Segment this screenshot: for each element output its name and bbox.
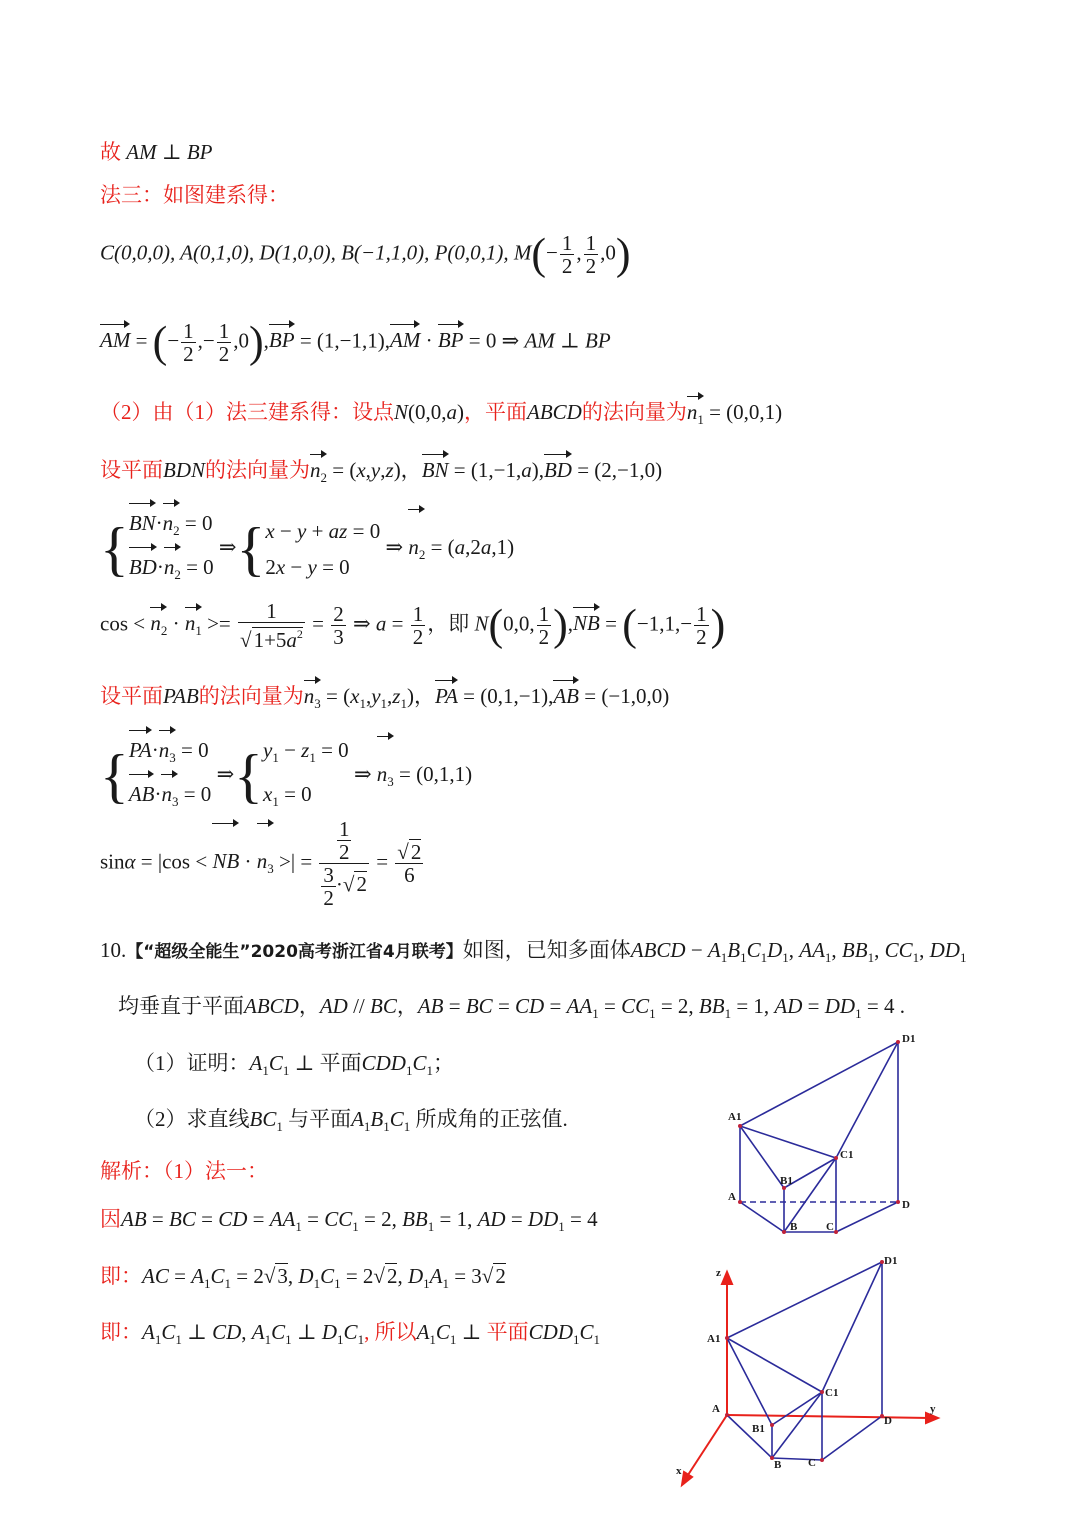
fig2-label-z: z — [716, 1267, 721, 1279]
text-perp-to-plane: 均垂直于平面 — [118, 994, 244, 1018]
fig1-label-d: D — [902, 1199, 910, 1211]
line-plane-pab: 设平面PAB的法向量为$n_3 = (x_1,y_1,z_1)$，PA = (0,1,−1),AB = (−1,0,0) — [100, 682, 669, 718]
text-sine-angle: 所成角的正弦值. — [415, 1107, 568, 1131]
fig2-label-b1: B1 — [752, 1423, 765, 1435]
text-because: 因 — [100, 1207, 121, 1231]
fig2-label-x: x — [676, 1465, 682, 1477]
line-vector-dot: AM = (− $\frac{1}{2}$ ,− $\frac{1}{2}$ ,0),BP = (1,−1,1),AM · BP = 0 ⇒ AM ⊥ BP — [100, 317, 611, 367]
text-part2: （2）求直线 — [134, 1107, 250, 1131]
text-normal: 的法向量为 — [581, 400, 687, 424]
line-coordinates: C(0,0,0), A(0,1,0), D(1,0,0), B(−1,1,0), P(0,0,1), M(− $\frac{1}{2}$ , $\frac{1}{2}$ ,0) — [100, 229, 631, 279]
question-10-part1: （1）证明：$A_1C_1$ ⊥ 平面$CDD_1C_1$； — [134, 1051, 454, 1078]
fig2-label-c: C — [808, 1457, 816, 1469]
system-bdn: { $BN\cdot n_2 = 0$ $BD\cdot n_2 = 0$ ⇒{ x − y + az = 0 2x − y = 0 ⇒ $n_2 = (a,2a,1)$ — [100, 505, 514, 593]
fig2-label-d1: D1 — [884, 1255, 898, 1267]
fig1-label-c1: C1 — [840, 1149, 854, 1161]
fig2-label-b: B — [774, 1459, 782, 1471]
text-set-plane-2: 设平面 — [100, 684, 163, 708]
solution-header: 解析：（1）法一： — [100, 1159, 268, 1183]
fig2-label-a1: A1 — [707, 1333, 721, 1345]
question-source: 【“超级全能生”2020高考浙江省4月联考】 — [126, 942, 463, 962]
fig1-label-c: C — [826, 1221, 834, 1233]
solution-line-3: 即：$A_1C_1$ ⊥ CD, $A_1C_1$ ⊥ $D_1C_1$, 所以$A_1C_1$ ⊥ 平面$CDD_1C_1$ — [100, 1320, 601, 1347]
fig2-label-c1: C1 — [825, 1387, 839, 1399]
fig1-label-b1: B1 — [780, 1175, 793, 1187]
fig2-label-a: A — [712, 1403, 720, 1415]
line-plane-bdn: 设平面BDN的法向量为$n_2 = (x,y,z)$，BN = (1,−1,a),BD = (2,−1,0) — [100, 456, 662, 492]
text-plane-word: 平面 — [319, 1051, 362, 1075]
fig2-label-y: y — [930, 1403, 936, 1415]
fig1-label-a1: A1 — [728, 1111, 742, 1123]
text-namely: 即： — [100, 1264, 142, 1288]
line-cosine: $\cos < n_2 \cdot n_1$ >= $\frac{1}{√1+5a^2}$ = $\frac{2}{3}$ ⇒ a = $\frac{1}{2}$ ，即 N(0,0, $\frac{1}{2}$ ),NB = (−1,1,− $\frac{1}{2}$ ) — [100, 599, 726, 652]
system-pab: { $PA\cdot n_3 = 0$ $AB\cdot n_3 = 0$ ⇒{ $y_1 - z_1 = 0$ $x_1 = 0$ ⇒ $n_3 = (0,1,1)$ — [100, 732, 472, 820]
text-namely-2: 即： — [100, 1320, 142, 1344]
question-intro: 如图，已知多面体 — [462, 938, 631, 962]
solution-line-1: 因AB = BC = CD = $AA_1 = CC_1 = 2$, $BB_1 = 1$, AD = $DD_1 = 4$ — [100, 1207, 598, 1234]
line-conclusion-perp — [100, 138, 212, 166]
text-plane-2: 平面 — [486, 1320, 529, 1344]
line-part2-setup: （2）由（1）法三建系得：设点N(0,0,a)，平面ABCD的法向量为$n_1 = (0,0,1)$ — [100, 398, 782, 434]
text-part1: （1）证明： — [134, 1051, 250, 1075]
solution-line-2: 即：AC = $A_1C_1 = 2√3$, $D_1C_1 = 2√2$, $D_1A_1 = 3√2$ — [100, 1264, 506, 1291]
question-10-part2: （2）求直线$BC_1$ 与平面$A_1B_1C_1$ 所成角的正弦值. — [134, 1107, 568, 1134]
fig1-label-a: A — [728, 1191, 736, 1203]
text-therefore: , 所以 — [364, 1320, 417, 1344]
text-normal-3: 的法向量为 — [198, 684, 304, 708]
math-coordinates: C(0,0,0), A(0,1,0), D(1,0,0), B(−1,1,0), P(0,0,1), M — [100, 240, 532, 265]
text-set-plane: 设平面 — [100, 458, 163, 482]
math-am-perp-bp: AM ⊥ BP — [126, 140, 213, 164]
coordinate-figure — [672, 1250, 947, 1495]
fig1-label-b: B — [790, 1221, 798, 1233]
text-plane: ，平面 — [464, 400, 528, 424]
text-part2-prefix: （2）由（1）法三建系得：设点 — [100, 400, 394, 424]
question-10-line2: 均垂直于平面ABCD，AD // BC，AB = BC = CD = $AA_1 = CC_1 = 2$, $BB_1 = 1$, AD = $DD_1 = 4$ . — [118, 994, 905, 1021]
text-normal-2: 的法向量为 — [205, 458, 310, 482]
question-10-header: 10.【“超级全能生”2020高考浙江省4月联考】如图，已知多面体ABCD − $A_1B_1C_1D_1$, $AA_1$, $BB_1$, $CC_1$, $DD_1$ — [100, 938, 967, 965]
line-sine: sinα = |cos < NB · $n_3$ >| = $\frac{1}{2}$ $\frac{3}{2}$ ·√2 = $\frac{√2}{6}$ — [100, 817, 422, 910]
polyhedron-figure — [720, 1030, 930, 1240]
fig2-label-d: D — [884, 1415, 892, 1427]
fig1-label-d1: D1 — [902, 1033, 916, 1045]
text-with-plane: 与平面 — [288, 1107, 352, 1131]
question-number: 10. — [100, 938, 127, 962]
text-gu: 故 — [100, 140, 121, 164]
line-method3-header: 法三：如图建系得： — [100, 183, 289, 207]
